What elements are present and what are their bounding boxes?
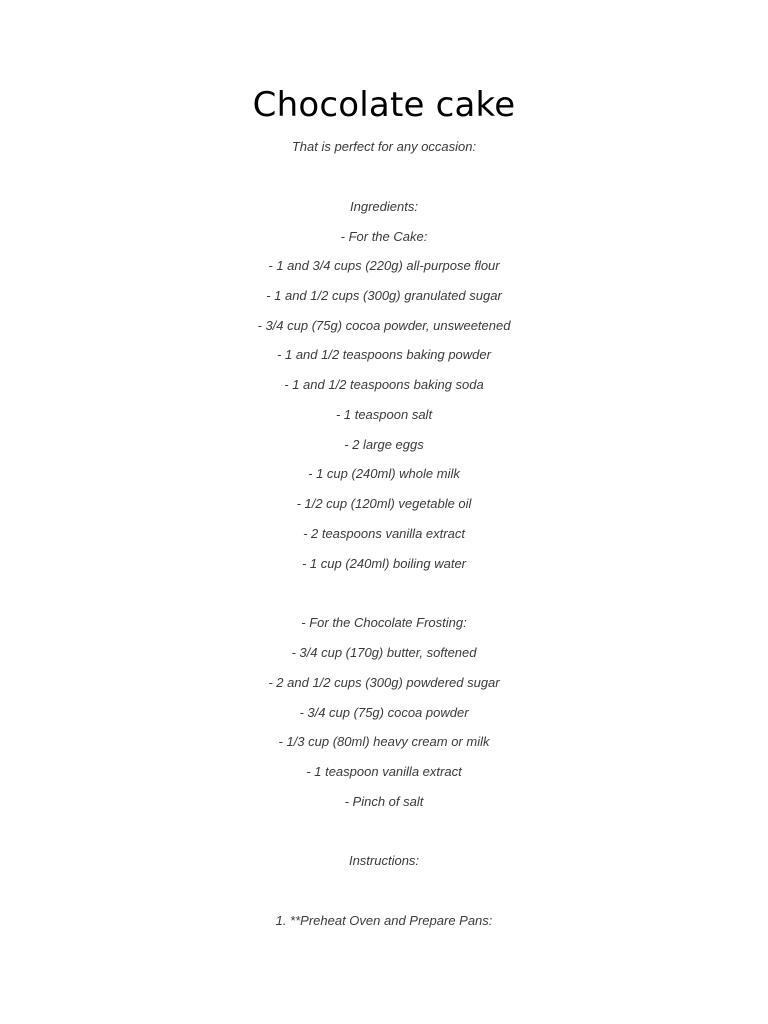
cake-ingredient-flour: - 1 and 3/4 cups (220g) all-purpose flour: [268, 258, 500, 273]
cake-ingredient-salt: - 1 teaspoon salt: [335, 407, 433, 422]
instructions-heading: Instructions:: [348, 853, 420, 868]
cake-ingredient-cocoa: - 3/4 cup (75g) cocoa powder, unsweetened: [257, 318, 511, 333]
frosting-section-heading: - For the Chocolate Frosting:: [301, 615, 467, 630]
cake-ingredient-eggs: - 2 large eggs: [344, 437, 424, 452]
subtitle: That is perfect for any occasion:: [291, 139, 477, 154]
frosting-ingredient-salt: - Pinch of salt: [344, 794, 424, 809]
frosting-ingredient-cocoa: - 3/4 cup (75g) cocoa powder: [299, 705, 469, 720]
frosting-ingredient-butter: - 3/4 cup (170g) butter, softened: [291, 645, 477, 660]
instruction-step-1: 1. **Preheat Oven and Prepare Pans:: [275, 913, 493, 928]
cake-section-heading: - For the Cake:: [340, 229, 428, 244]
cake-ingredient-oil: - 1/2 cup (120ml) vegetable oil: [296, 496, 472, 511]
cake-ingredient-water: - 1 cup (240ml) boiling water: [301, 556, 467, 571]
cake-ingredient-vanilla: - 2 teaspoons vanilla extract: [303, 526, 465, 541]
cake-ingredient-milk: - 1 cup (240ml) whole milk: [308, 466, 460, 481]
cake-ingredient-baking-powder: - 1 and 1/2 teaspoons baking powder: [277, 347, 491, 362]
cake-ingredient-sugar: - 1 and 1/2 cups (300g) granulated sugar: [266, 288, 502, 303]
frosting-ingredient-powdered-sugar: - 2 and 1/2 cups (300g) powdered sugar: [268, 675, 500, 690]
cake-ingredient-baking-soda: - 1 and 1/2 teaspoons baking soda: [284, 377, 484, 392]
ingredients-heading: Ingredients:: [350, 199, 418, 214]
frosting-ingredient-cream: - 1/3 cup (80ml) heavy cream or milk: [278, 734, 490, 749]
frosting-ingredient-vanilla: - 1 teaspoon vanilla extract: [306, 764, 462, 779]
document-title: Chocolate cake: [252, 85, 516, 125]
